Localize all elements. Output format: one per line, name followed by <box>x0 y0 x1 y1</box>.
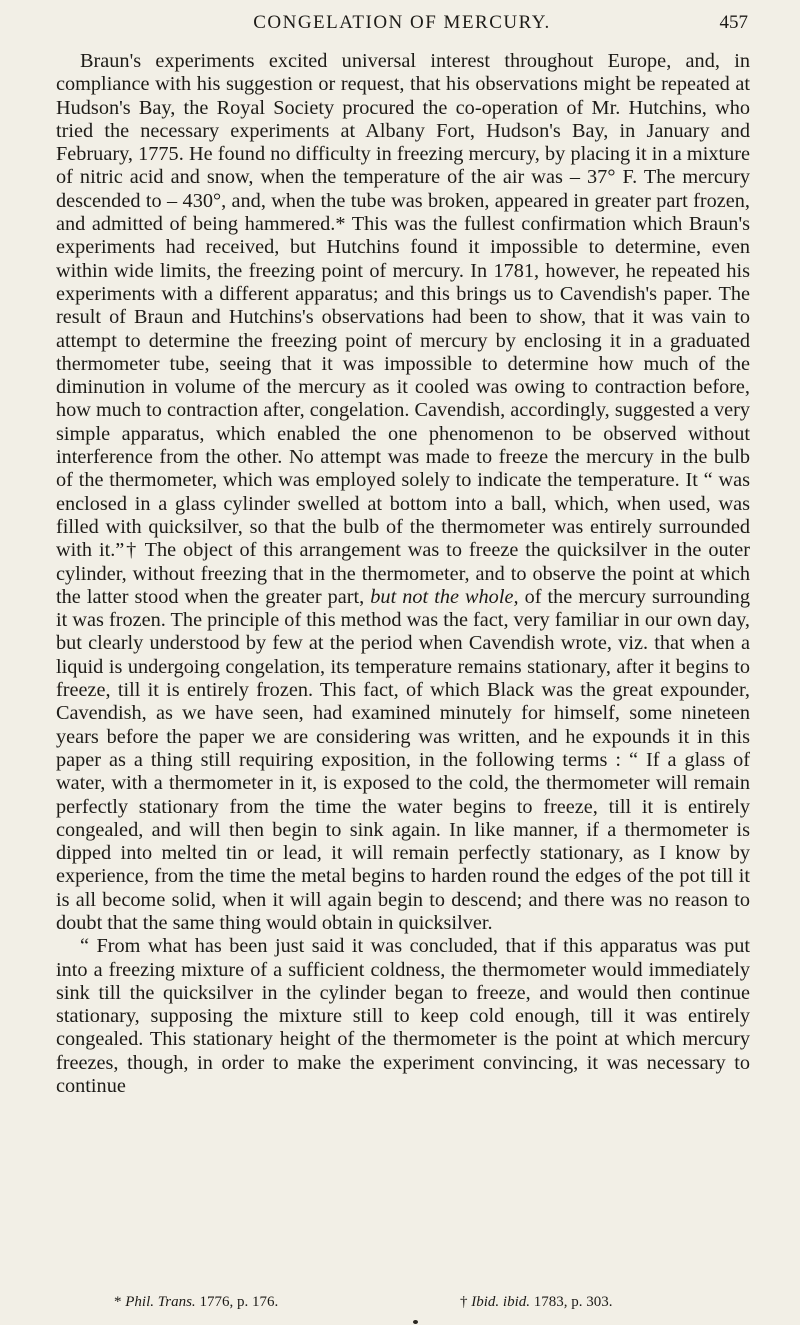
footnote-1-marker: * <box>114 1294 122 1310</box>
paragraph-text-part-1: Braun's experiments excited universal interest throughout Europe, and, in compliance with his suggestion or request, that his observations might be repeated at Hudson's Bay, the Royal Society procured the co-operation of Mr. Hutchins, who tried the necessary experiments at Albany Fort, Hudson's Bay, in January and February, 1775. He found no difficulty in freezing mercury, by placing it in a mixture of nitric acid and snow, when the temperature of the air was – 37° F. The mercury descended to – 430°, and, when the tube was broken, appeared in greater part frozen, and admitted of being hammered.* This was the fullest confirmation which Braun's experiments had received, but Hutchins found it impossible to determine, even within wide limits, the freezing point of mercury. In 1781, however, he repeated his experiments with a different apparatus; and this brings us to Cavendish's paper. The result of Braun and Hutchins's observations had been to show, that it was vain to attempt to determine the freezing point of mercury by enclosing it in a graduated thermometer tube, seeing that it was impossible to determine how much of the diminution in volume of the mercury as it cooled was owing to contraction before, how much to contraction after, congelation. Cavendish, accordingly, suggested a very simple apparatus, which enabled the one phenomenon to be observed without interference from the other. No attempt was made to freeze the mercury in the bulb of the thermometer, which was employed solely to indicate the temperature. It “ was enclosed in a glass cylinder swelled at bottom into a ball, which, when used, was filled with quicksilver, so that the bulb of the thermometer was entirely surrounded with it.”† The object of this arrangement was to freeze the quicksilver in the outer cylinder, without freezing that in the thermometer, and to observe the point at which the latter stood when the greater part, <box>56 50 750 608</box>
paragraph-quoted-conclusion: “ From what has been just said it was concluded, that if this apparatus was put into a freezing mixture of a sufficient coldness, the thermometer would immediately sink till the quicksilver in the cylinder began to freeze, and would then continue stationary, supposing the mixture still to keep cold enough, till it was entirely congealed. This stationary height of the thermometer is the point at which mercury freezes, though, in order to make the experiment convincing, it was necessary to continue <box>56 935 750 1098</box>
page-number: 457 <box>719 12 748 33</box>
footnote-2-marker: † <box>460 1294 468 1310</box>
ink-speck <box>413 1320 418 1324</box>
running-head: CONGELATION OF MERCURY. <box>253 12 551 33</box>
footnote-1-reference: 1776, p. 176. <box>199 1294 279 1310</box>
paragraph-text-part-2: of the mercury surrounding it was frozen. The principle of this method was the fact, very familiar in our own day, but clearly understood by few at the period when Cavendish wrote, viz. that when a liquid is undergoing congelation, its temperature remains stationary, after it begins to freeze, till it is entirely frozen. This fact, of which Black was the great expounder, Cavendish, as we have seen, had examined minutely for himself, some nineteen years before the paper we are considering was written, and he expounds it in this paper as a thing still requiring exposition, in the following terms : “ If a glass of water, with a thermometer in it, is exposed to the cold, the thermometer will remain perfectly stationary from the time the water begins to freeze, till it is entirely congealed, and will then begin to sink again. In like manner, if a thermometer is dipped into melted tin or lead, it will remain perfectly stationary, as I know by experience, from the time the metal begins to harden round the edges of the pot till it is all become solid, when it will again begin to descend; and there was no reason to doubt that the same thing would obtain in quicksilver. <box>56 585 750 934</box>
footnote-2-reference: 1783, p. 303. <box>533 1294 613 1310</box>
footnote-2-source: Ibid. ibid. <box>471 1294 530 1310</box>
footnote-1 <box>114 1294 278 1311</box>
paragraph-braun-hutchins-cavendish <box>56 50 750 935</box>
footnote-2 <box>460 1294 613 1311</box>
body-text <box>56 50 750 1098</box>
italic-emphasis: but not the whole, <box>370 585 519 608</box>
footnote-1-source: Phil. Trans. <box>125 1294 196 1310</box>
page-header <box>56 8 748 42</box>
footnotes <box>56 1294 750 1318</box>
